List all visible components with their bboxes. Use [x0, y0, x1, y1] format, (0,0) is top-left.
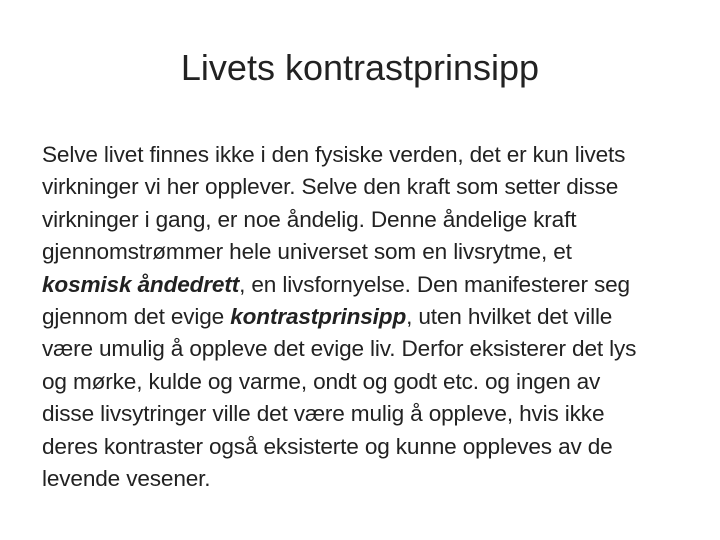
body-text-segment: gjennom det evige [42, 304, 231, 330]
body-line [42, 333, 702, 365]
body-line [42, 398, 702, 430]
emphasized-term: kosmisk åndedrett [42, 271, 240, 297]
body-line [42, 463, 702, 495]
emphasized-term: kontrastprinsipp [230, 304, 407, 330]
body-text-segment: , en livsfornyelse. Den manifesterer seg [239, 271, 630, 297]
body-line [42, 204, 702, 236]
body-text-segment: og mørke, kulde og varme, ondt og godt etc. og ingen av [42, 368, 601, 394]
slide-title: Livets kontrastprinsipp [180, 47, 540, 88]
body-text-segment: virkninger vi her opplever. Selve den kraft som setter disse [42, 174, 619, 200]
body-line [42, 236, 702, 268]
slide-body-text [42, 139, 702, 495]
body-text-segment: gjennomstrømmer hele universet som en livsrytme, et [42, 239, 572, 265]
body-line [42, 301, 702, 333]
body-line [42, 431, 702, 463]
body-text-segment: , uten hvilket det ville [406, 304, 613, 330]
body-text-segment: virkninger i gang, er noe åndelig. Denne åndelige kraft [42, 206, 577, 232]
body-text-segment: Selve livet finnes ikke i den fysiske verden, det er kun livets [42, 142, 626, 167]
body-line [42, 366, 702, 398]
body-line [42, 171, 702, 203]
body-text-segment: levende vesener. [42, 466, 211, 492]
body-line [42, 139, 702, 171]
body-text-segment: deres kontraster også eksisterte og kunne oppleves av de [42, 433, 613, 459]
body-text-segment: være umulig å oppleve det evige liv. Derfor eksisterer det lys [42, 336, 637, 362]
body-line [42, 269, 702, 301]
body-text-segment: disse livsytringer ville det være mulig å oppleve, hvis ikke [42, 401, 605, 427]
